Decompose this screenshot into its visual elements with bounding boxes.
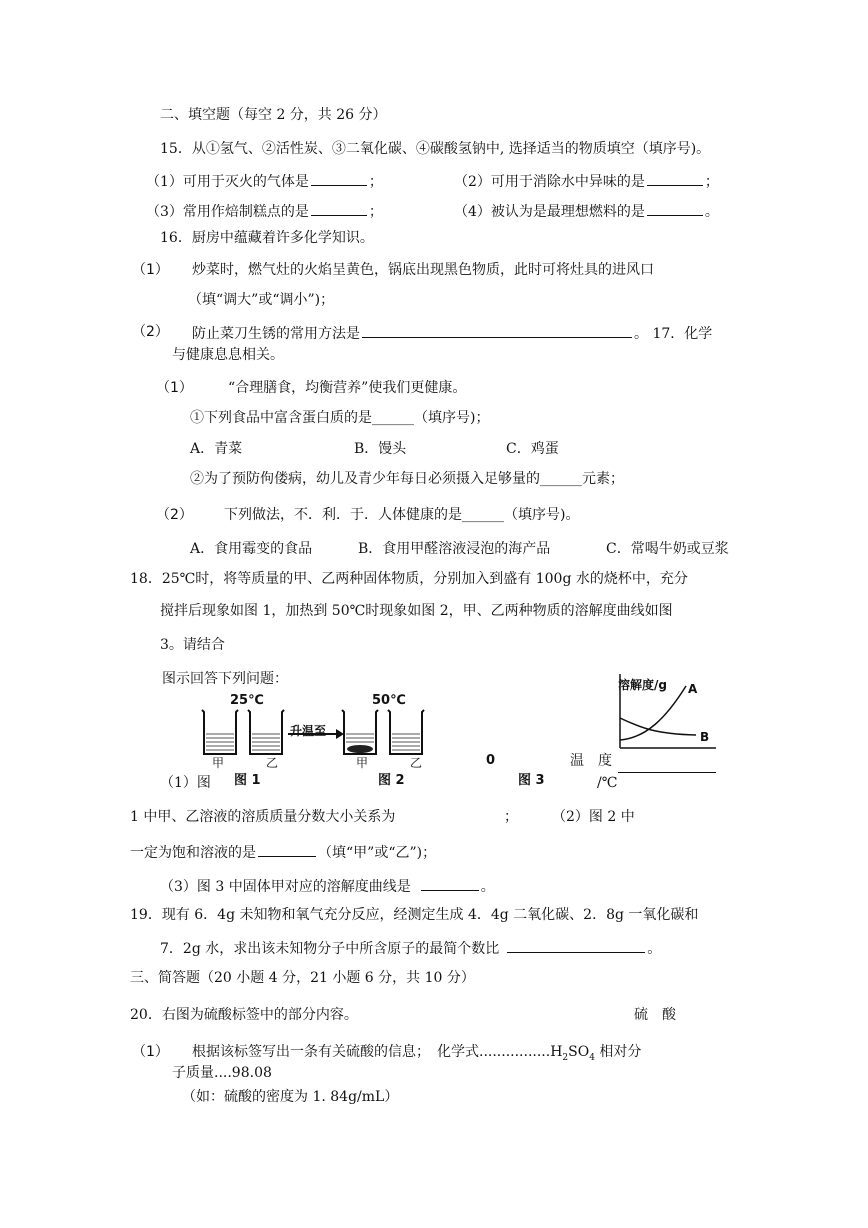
- q15-part4: （4）被认为是最理想燃料的是 。: [454, 201, 719, 221]
- answer-blank[interactable]: [647, 201, 703, 216]
- q17-part1: “合理膳食，均衡营养”使我们更健康。: [228, 380, 467, 396]
- q16-num1: （1）: [132, 262, 169, 278]
- section-2-title: 二、填空题（每空 2 分，共 26 分）: [160, 107, 387, 123]
- q16-part2: 防止菜刀生锈的常用方法是 。 17．化学: [192, 323, 712, 343]
- heat-arrow-label: 升温至: [290, 724, 327, 738]
- q15-part2: （2）可用于消除水中异味的是 ；: [454, 171, 719, 191]
- q17-sub2: ②为了预防佝偻病，幼儿及青少年每日必须摄入足够量的______元素；: [190, 471, 624, 487]
- q17-option-a: A．青菜: [190, 441, 243, 457]
- q18-part2: 一定为饱和溶液的是 （填“甲”或“乙”)；: [130, 842, 436, 862]
- q18-line2: 搅拌后现象如图 1，加热到 50℃时现象如图 2，甲、乙两种物质的溶解度曲线如图: [160, 603, 673, 619]
- q17-sub1: ①下列食品中富含蛋白质的是______（填序号)；: [190, 410, 490, 426]
- q17-num1: （1）: [156, 380, 193, 396]
- answer-blank[interactable]: [258, 842, 316, 857]
- yi-label: 乙: [266, 756, 279, 770]
- beaker-icon: [202, 710, 238, 754]
- q18-part1: 1 中甲、乙溶液的溶质质量分数大小关系为: [130, 809, 396, 825]
- q20-num1: （1）: [132, 1044, 169, 1060]
- curve-b: [620, 718, 696, 735]
- answer-blank[interactable]: [647, 171, 703, 186]
- q18-line1: 18．25℃时，将等质量的甲、乙两种固体物质，分别加入到盛有 100g 水的烧杯中，充分: [130, 571, 688, 587]
- yi-label: 乙: [410, 756, 423, 770]
- q18-line4: 图示回答下列问题：: [162, 671, 288, 687]
- q16-stem: 16．厨房中蕴藏着许多化学知识。: [160, 230, 374, 246]
- answer-blank[interactable]: [421, 876, 479, 891]
- beaker-icon: [388, 710, 424, 754]
- q20-stem: 20．右图为硫酸标签中的部分内容。: [130, 1007, 358, 1023]
- q18-part1-start: （1）图: [160, 775, 211, 791]
- q19-line2: 7．2g 水，求出该未知物分子中所含原子的最简个数比 。: [160, 938, 661, 958]
- q18-line3: 3。请结合: [160, 637, 225, 653]
- q19-line1: 19．现有 6．4g 未知物和氧气充分反应，经测定生成 4．4g 二氧化碳、2．8g 一氧化碳和: [130, 907, 699, 923]
- q17-part2: 下列做法，不．利．于．人体健康的是______（填序号)。: [224, 507, 580, 523]
- curve-b-label: B: [700, 730, 710, 744]
- answer-blank[interactable]: [311, 201, 367, 216]
- q16-part1: 炒菜时，燃气灶的火焰呈黄色，锅底出现黑色物质，此时可将灶具的进风口: [192, 262, 654, 278]
- y-axis-label: 溶解度/g: [618, 678, 667, 692]
- origin-label: 0: [486, 753, 496, 768]
- q18-part1-end: ；: [504, 809, 518, 825]
- q17-option-c: C．鸡蛋: [506, 441, 559, 457]
- q18-part3: （3）图 3 中固体甲对应的溶解度曲线是 。: [160, 876, 495, 896]
- answer-blank[interactable]: [362, 323, 632, 338]
- q17-num2: （2）: [156, 507, 193, 523]
- temp-50-label: 50℃: [372, 693, 406, 708]
- q20-part1-mass: 子质量....98.08: [172, 1065, 272, 1081]
- figure-2-caption: 图 2: [378, 773, 405, 788]
- q17-option-b: B．馒头: [354, 441, 407, 457]
- x-axis-label: 温 度: [570, 753, 612, 769]
- figure-1-caption: 图 1: [234, 773, 261, 788]
- q17-option-c2: C．常喝牛奶或豆浆: [606, 541, 729, 557]
- q16-part1-hint: （填“调大”或“调小”)；: [188, 292, 335, 308]
- beaker-icon: [342, 710, 378, 754]
- beaker-icon: [248, 710, 284, 754]
- figure-3-underline: [618, 772, 716, 773]
- curve-a-label: A: [688, 682, 698, 696]
- q17-option-a2: A．食用霉变的食品: [190, 541, 313, 557]
- answer-blank[interactable]: [311, 171, 367, 186]
- q15-stem: 15．从①氢气、②活性炭、③二氧化碳、④碳酸氢钠中, 选择适当的物质填空（填序号)。: [160, 141, 711, 157]
- curve-a: [620, 686, 686, 740]
- q17-stem-continued: 与健康息息相关。: [172, 347, 284, 363]
- q20-part1-example: （如：硫酸的密度为 1. 84g/mL）: [182, 1089, 399, 1105]
- q17-option-b2: B．食用甲醛溶液浸泡的海产品: [358, 541, 551, 557]
- q15-part1: （1）可用于灭火的气体是 ；: [146, 171, 383, 191]
- figure-3-caption: 图 3: [518, 773, 545, 788]
- jia-label: 甲: [356, 756, 369, 770]
- section-3-title: 三、简答题（20 小题 4 分，21 小题 6 分，共 10 分）: [130, 970, 475, 986]
- jia-label: 甲: [212, 756, 225, 770]
- temp-25-label: 25℃: [230, 693, 264, 708]
- q16-num2: （2）: [132, 324, 169, 340]
- q15-part3: （3）常用作焙制糕点的是 ；: [146, 201, 383, 221]
- sulfuric-acid-label-title: 硫 酸: [634, 1007, 676, 1023]
- x-axis-unit: /℃: [597, 775, 618, 791]
- answer-blank[interactable]: [507, 938, 645, 953]
- q20-part1: 根据该标签写出一条有关硫酸的信息； 化学式$................H_2SO_4$ 相对分: [192, 1044, 642, 1063]
- q18-part2-start: （2）图 2 中: [552, 809, 635, 825]
